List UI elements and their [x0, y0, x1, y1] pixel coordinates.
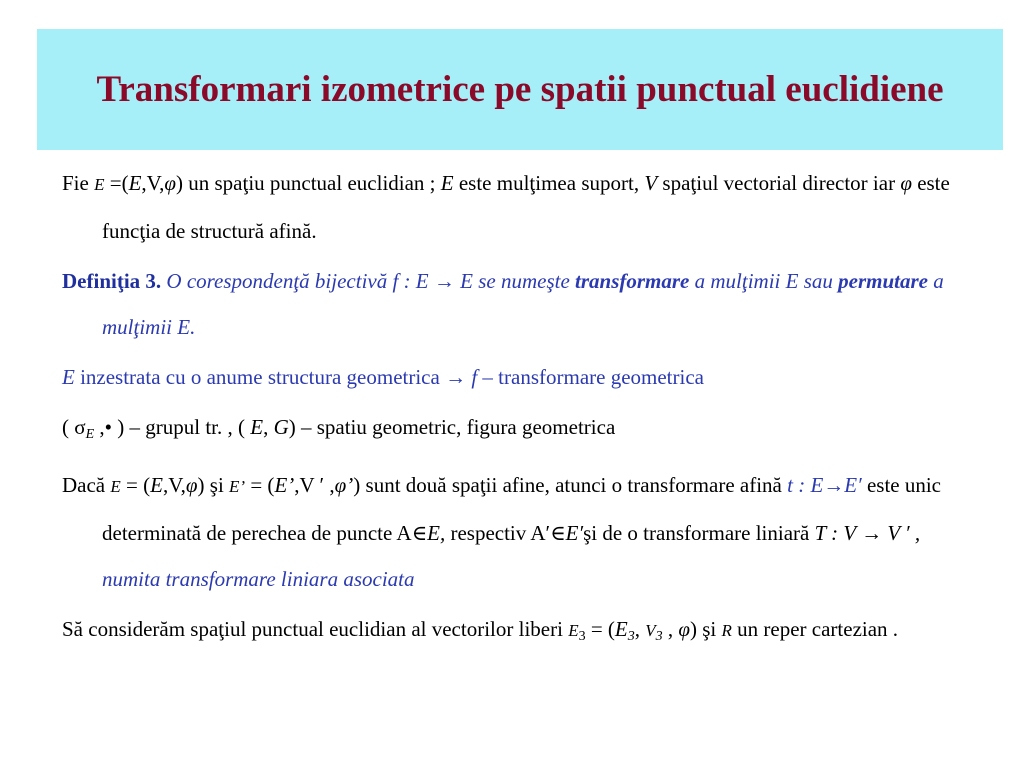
paragraph-definition-3	[62, 258, 982, 350]
phi-symbol: φ	[678, 617, 691, 641]
phi-symbol: φ	[900, 171, 912, 195]
text: este funcţia de structură afină.	[102, 171, 950, 243]
text: a mulţimii E sau	[689, 269, 839, 293]
text: T : V → V ′ ,	[814, 521, 921, 545]
subscript: 3	[655, 629, 663, 644]
slide-content	[62, 160, 982, 664]
text: Dacă	[62, 473, 111, 497]
text: ) şi	[690, 617, 722, 641]
text: numita transformare liniara asociata	[102, 567, 415, 591]
script-e: E	[568, 621, 579, 640]
text: E	[250, 415, 264, 439]
text: t : E→E′	[787, 473, 862, 497]
text: şi de o transformare liniară	[583, 521, 815, 545]
script-e: E	[110, 477, 121, 496]
text: ( σ	[62, 415, 86, 439]
text: E	[440, 171, 454, 195]
text: ) un spaţiu punctual euclidian ;	[176, 171, 441, 195]
text: este unic determinată de perechea de puncte A∈	[102, 473, 942, 545]
text: ,• ) – grupul tr. , (	[94, 415, 251, 439]
text: – transformare geometrica	[477, 365, 704, 389]
subscript: 3	[627, 629, 635, 644]
text: Fie	[62, 171, 95, 195]
subscript: 3	[578, 629, 586, 644]
paragraph-group	[62, 404, 982, 458]
text: O corespondenţă bijectivă f : E → E se numeşte	[161, 269, 576, 293]
script-e: E	[94, 175, 105, 194]
text: E	[150, 473, 163, 497]
phi-prime-symbol: φ’	[334, 473, 354, 497]
term-permutare: permutare	[838, 269, 928, 293]
text: V	[644, 171, 658, 195]
text: =(	[104, 171, 129, 195]
slide-title: Transformari izometrice pe spatii punctual euclidiene	[96, 69, 944, 110]
paragraph-affine-transform	[62, 462, 982, 602]
text: respectiv A′∈	[445, 521, 566, 545]
script-v: V	[645, 621, 656, 640]
text: = (	[245, 473, 275, 497]
text: este mulţimea suport,	[453, 171, 645, 195]
paragraph-free-vectors	[62, 606, 982, 660]
text: ) – spatiu geometric, figura geometrica	[288, 415, 616, 439]
title-bar	[37, 29, 1003, 150]
text: E	[62, 365, 75, 389]
paragraph-definition-space	[62, 160, 982, 254]
text: ) sunt două spaţii afine, atunci o transformare afină	[353, 473, 788, 497]
script-e-prime: E’	[229, 477, 246, 496]
subscript: E	[85, 427, 95, 442]
text: ,	[263, 415, 274, 439]
text: Să considerăm spaţiul punctual euclidian al vectorilor liberi	[62, 617, 569, 641]
phi-symbol: φ	[164, 171, 176, 195]
text: = (	[585, 617, 615, 641]
script-r: R	[721, 621, 732, 640]
definition-label: Definiţia 3.	[62, 269, 162, 293]
text: E’	[274, 473, 295, 497]
text: E	[128, 171, 142, 195]
text: E	[614, 617, 628, 641]
text: = (	[120, 473, 151, 497]
text: ,V,	[162, 473, 186, 497]
term-transformare: transformare	[575, 269, 690, 293]
text: ,	[634, 617, 646, 641]
text: ,	[662, 617, 679, 641]
phi-symbol: φ	[185, 473, 198, 497]
text: ,V,	[141, 171, 165, 195]
text: ,V ′ ,	[294, 473, 335, 497]
text: f	[471, 365, 478, 389]
text: ) şi	[197, 473, 230, 497]
text: inzestrata cu o anume structura geometrica →	[74, 365, 472, 389]
text: a mulţimii E.	[102, 269, 944, 339]
paragraph-geometric-structure	[62, 354, 982, 400]
script-g: G	[273, 415, 289, 439]
text: un reper cartezian .	[731, 617, 899, 641]
text: E′	[565, 521, 584, 545]
text: spaţiul vectorial director iar	[657, 171, 901, 195]
text: E,	[427, 521, 446, 545]
